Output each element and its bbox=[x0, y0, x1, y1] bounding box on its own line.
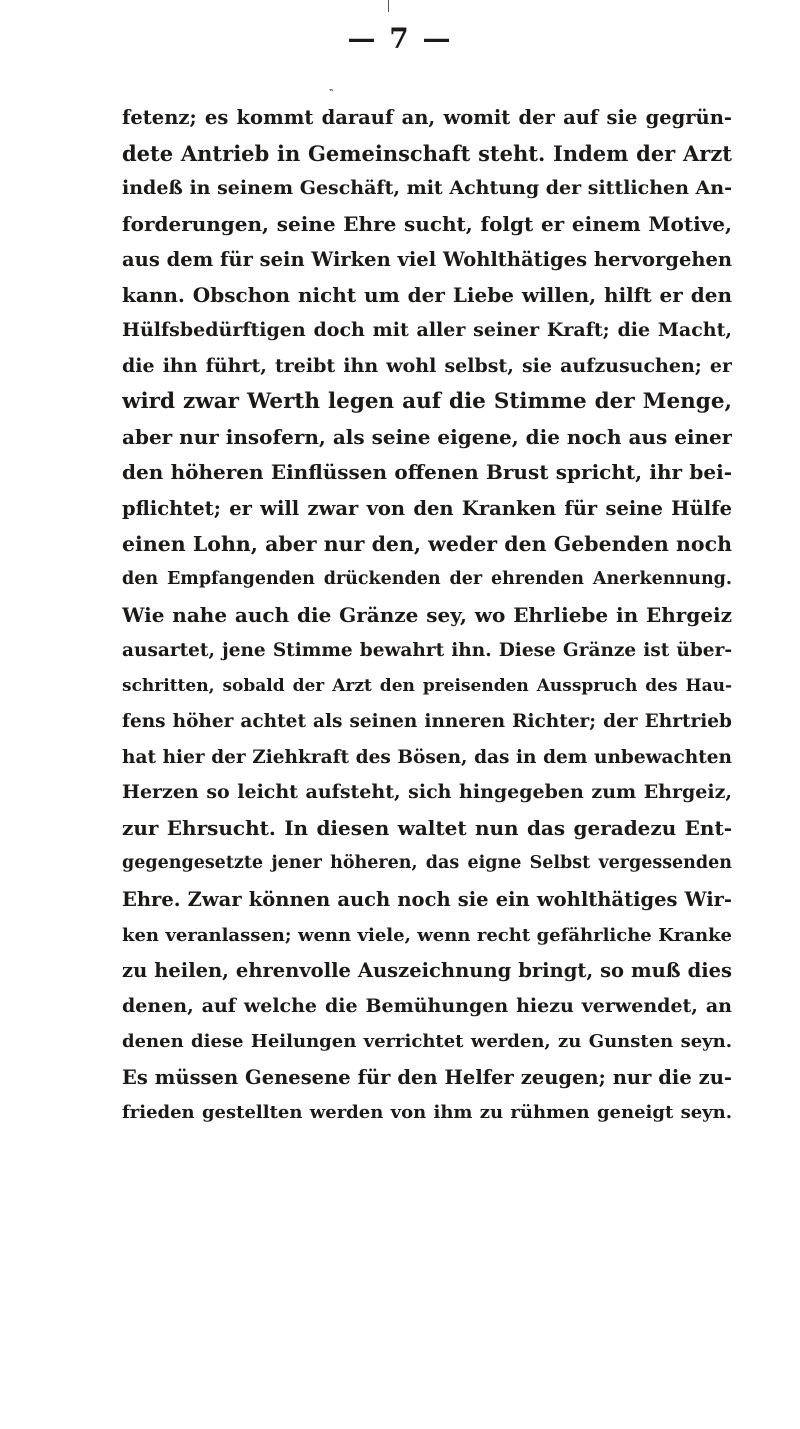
scan-mark bbox=[388, 0, 389, 12]
text-line: einen Lohn, aber nur den, weder den Gebenden noch bbox=[122, 531, 732, 556]
text-line: pflichtet; er will zwar von den Kranken für seine Hülfe bbox=[122, 497, 732, 521]
text-line: denen, auf welche die Bemühungen hiezu verwendet, an bbox=[122, 994, 732, 1017]
text-line: fens höher achtet als seinen inneren Richter; der Ehrtrieb bbox=[122, 711, 732, 733]
text-line: zu heilen, ehrenvolle Auszeichnung bringt, so muß dies bbox=[122, 959, 732, 983]
text-line: Hülfsbedürftigen doch mit aller seiner Kraft; die Macht, bbox=[122, 319, 732, 342]
text-line: den Empfangenden drückenden der ehrenden Anerkennung. bbox=[122, 569, 732, 590]
text-line: hat hier der Ziehkraft des Bösen, das in dem unbewachten bbox=[122, 746, 732, 768]
text-line: wird zwar Werth legen auf die Stimme der Menge, bbox=[122, 389, 732, 415]
text-line: aber nur insofern, als seine eigene, die noch aus einer bbox=[122, 424, 732, 449]
text-line: aus dem für sein Wirken viel Wohlthätiges hervorgehen bbox=[122, 248, 732, 272]
printer-mark: ‶ bbox=[329, 87, 334, 101]
text-line: die ihn führt, treibt ihn wohl selbst, sie aufzusuchen; er bbox=[122, 354, 732, 377]
page-number: — 7 — bbox=[347, 22, 453, 55]
text-line: schritten, sobald der Arzt den preisenden Ausspruch des Hau- bbox=[122, 675, 732, 696]
text-line: Ehre. Zwar können auch noch sie ein wohlthätiges Wir- bbox=[122, 888, 732, 912]
text-line: kann. Obschon nicht um der Liebe willen, hilft er den bbox=[122, 282, 732, 307]
text-line: Herzen so leicht aufsteht, sich hingegeben zum Ehrgeiz, bbox=[122, 781, 732, 804]
text-line: gegengesetzte jener höheren, das eigne Selbst vergessenden bbox=[122, 853, 732, 874]
text-line: den höheren Einflüssen offenen Brust spricht, ihr bei- bbox=[122, 460, 732, 485]
text-line: indeß in seinem Geschäft, mit Achtung der sittlichen An- bbox=[122, 177, 732, 200]
body-text bbox=[122, 100, 732, 1131]
text-line: denen diese Heilungen verrichtet werden, zu Gunsten seyn. bbox=[122, 1031, 732, 1053]
text-line: zur Ehrsucht. In diesen waltet nun das geradezu Ent- bbox=[122, 815, 732, 840]
text-line: ausartet, jene Stimme bewahrt ihn. Diese Gränze ist über- bbox=[122, 640, 732, 662]
text-line: Wie nahe auch die Gränze sey, wo Ehrliebe in Ehrgeiz bbox=[122, 602, 732, 627]
text-line: forderungen, seine Ehre sucht, folgt er einem Motive, bbox=[122, 211, 732, 236]
text-line: fetenz; es kommt darauf an, womit der auf sie gegrün- bbox=[122, 106, 732, 129]
text-line: ken veranlassen; wenn viele, wenn recht gefährliche Kranke bbox=[122, 924, 732, 946]
text-line: frieden gestellten werden von ihm zu rühmen geneigt seyn. bbox=[122, 1102, 732, 1124]
text-line: Es müssen Genesene für den Helfer zeugen; nur die zu- bbox=[122, 1065, 732, 1089]
text-line: dete Antrieb in Gemeinschaft steht. Indem der Arzt bbox=[122, 140, 732, 166]
